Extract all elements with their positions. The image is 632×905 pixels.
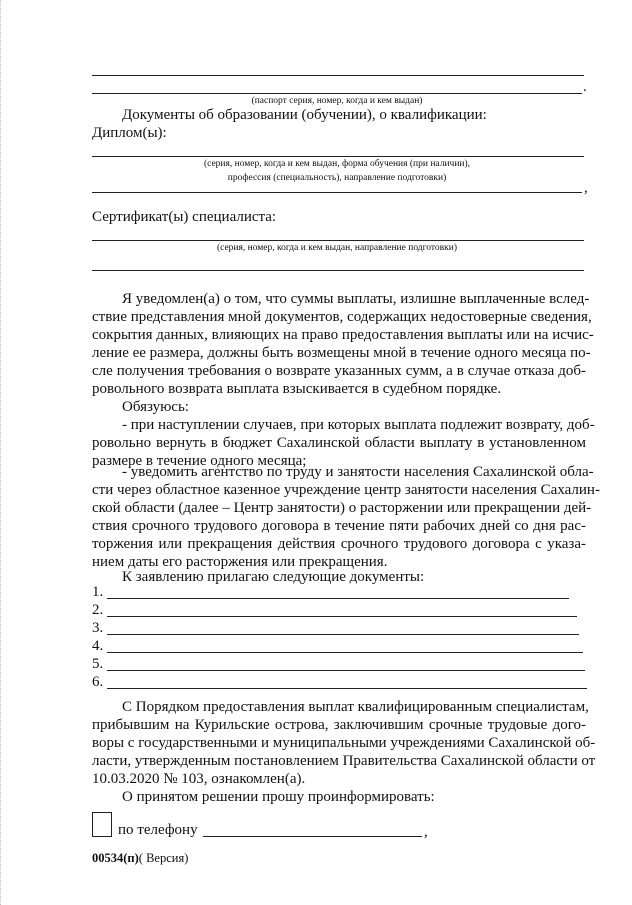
certificates-label: Сертификат(ы) специалиста:	[92, 209, 277, 225]
diploma-trailing-comma: ,	[584, 180, 588, 196]
notice-line: ровольного возврата выплата взыскивается в судебном порядке.	[92, 381, 502, 397]
obligation-2-line: - уведомить агентство по труду и занятости населения Сахалинской обла-	[122, 464, 594, 480]
obligation-2-line: ской области (далее – Центр занятости) о расторжении или прекращении дей-	[92, 500, 592, 516]
attachment-number: 6.	[92, 674, 104, 690]
attachment-number: 3.	[92, 620, 104, 636]
obligation-2-line: торжения или прекращения действия срочного трудового договора с указа-	[92, 536, 586, 552]
scan-edge	[0, 0, 3, 905]
passport-line-2[interactable]	[92, 93, 582, 94]
procedure-line: 10.03.2020 № 103, ознакомлен(а).	[92, 771, 306, 787]
decision-heading: О принятом решении прошу проинформировать:	[122, 789, 435, 805]
procedure-line: С Порядком предоставления выплат квалифицированным специалистам,	[122, 699, 589, 715]
education-heading: Документы об образовании (обучении), о квалификации:	[122, 107, 487, 123]
diploma-line-2[interactable]	[92, 192, 582, 193]
diplomas-label: Диплом(ы):	[92, 125, 167, 141]
phone-trailing-comma: ,	[424, 824, 428, 840]
certificate-caption: (серия, номер, когда и кем выдан, направление подготовки)	[216, 243, 458, 253]
attachment-line-1[interactable]	[107, 598, 569, 599]
attachment-number: 4.	[92, 638, 104, 654]
diploma-caption-line1: (серия, номер, когда и кем выдан, форма обучения (при наличии),	[203, 159, 471, 169]
obligations-heading: Обязуюсь:	[122, 399, 189, 415]
attachments-heading: К заявлению прилагаю следующие документы:	[122, 569, 425, 585]
diploma-line-1[interactable]	[92, 156, 584, 157]
attachment-number: 1.	[92, 584, 104, 600]
notice-line: сле получения требования о возврате указанных сумм, а в случае отказа доб-	[92, 363, 586, 379]
certificate-line-2[interactable]	[92, 270, 584, 271]
form-version: ( Версия)	[138, 851, 189, 865]
by-phone-label: по телефону	[118, 822, 198, 838]
attachment-number: 2.	[92, 602, 104, 618]
attachment-line-4[interactable]	[107, 652, 583, 653]
attachment-number: 5.	[92, 656, 104, 672]
notice-line: Я уведомлен(а) о том, что суммы выплаты, излишне выплаченные вслед-	[122, 291, 590, 307]
attachment-line-3[interactable]	[107, 634, 579, 635]
obligation-1-line: - при наступлении случаев, при которых выплата подлежит возврату, доб-	[122, 417, 595, 433]
attachment-line-6[interactable]	[107, 688, 587, 689]
obligation-2-line: сти через областное казенное учреждение центр занятости населения Сахалин-	[92, 482, 600, 498]
notice-line: ствие представления мной документов, содержащих недостоверные сведения,	[92, 309, 592, 325]
obligation-2-line: ствия срочного трудового договора в течение пяти рабочих дней со дня рас-	[92, 518, 586, 534]
procedure-line: прибывшим на Курильские острова, заключившим срочные трудовые дого-	[92, 717, 586, 733]
notice-line: сокрытия данных, влияющих на право предоставления выплаты или на исчис-	[92, 327, 594, 343]
form-code	[92, 851, 188, 866]
attachment-line-5[interactable]	[107, 670, 585, 671]
diploma-caption-line2: профессия (специальность), направление подготовки)	[227, 173, 447, 183]
procedure-line: ласти, утвержденным постановлением Правительства Сахалинской области от	[92, 753, 596, 769]
passport-trailing-dot: .	[583, 79, 587, 95]
attachment-line-2[interactable]	[107, 616, 577, 617]
notice-line: ление ее размера, должны быть возмещены мной в течение одного месяца по-	[92, 345, 591, 361]
obligation-2-line: нием даты его расторжения или прекращения.	[92, 554, 388, 570]
phone-checkbox[interactable]	[92, 812, 112, 837]
passport-line-1[interactable]	[92, 75, 584, 76]
form-code-number: 00534(п)	[92, 851, 139, 865]
obligation-1-line: ровольно вернуть в бюджет Сахалинской области выплату в установленном	[92, 435, 586, 451]
passport-caption: (паспорт серия, номер, когда и кем выдан)	[251, 96, 423, 106]
phone-number-line[interactable]	[203, 836, 422, 837]
procedure-line: воры с государственными и муниципальными учреждениями Сахалинской об-	[92, 735, 596, 751]
obligation-1-line: размере в течение одного месяца;	[92, 453, 307, 469]
certificate-line-1[interactable]	[92, 240, 584, 241]
